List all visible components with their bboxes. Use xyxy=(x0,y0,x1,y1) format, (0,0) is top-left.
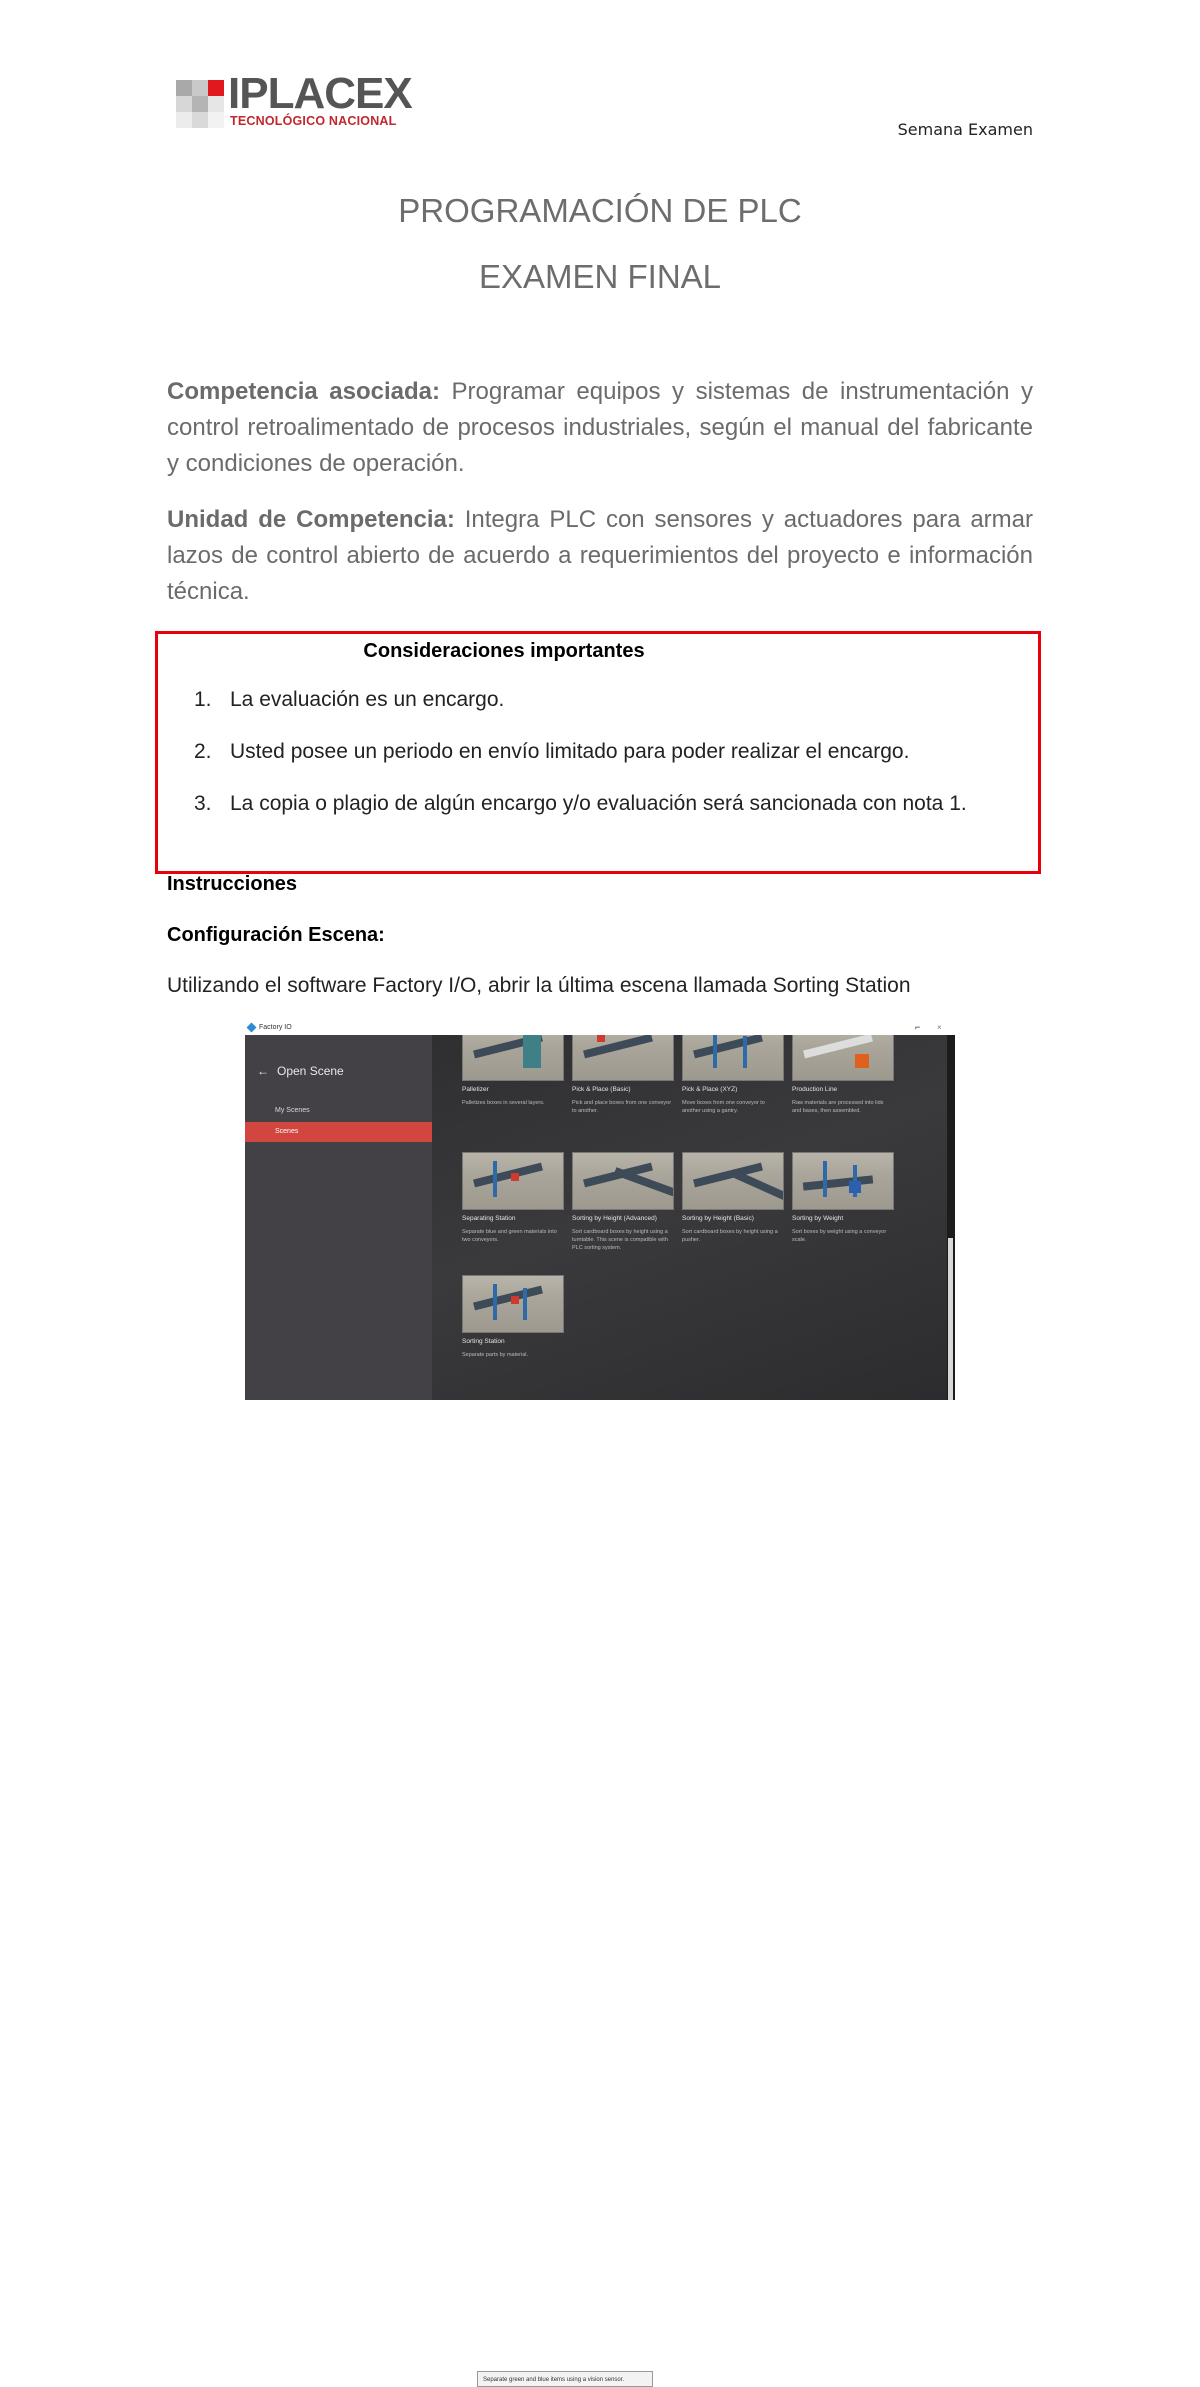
list-item xyxy=(188,686,1038,714)
sidebar-item-label: Scenes xyxy=(275,1128,299,1135)
scene-thumbnail xyxy=(792,1152,894,1210)
competencia-paragraph xyxy=(167,374,1033,482)
scene-desc: Move boxes from one conveyor to another using a gantry. xyxy=(682,1100,765,1114)
unidad-label: Unidad de Competencia: xyxy=(167,506,455,533)
scrollbar-thumb[interactable] xyxy=(948,1238,953,1400)
scene-thumbnail xyxy=(682,1152,784,1210)
list-item xyxy=(188,738,1038,766)
factory-io-icon xyxy=(247,1023,257,1033)
scene-title: Palletizer xyxy=(462,1086,489,1093)
iplacex-logo xyxy=(176,69,416,130)
scene-title: Production Line xyxy=(792,1086,838,1093)
scene-card-palletizer[interactable] xyxy=(462,1035,564,1107)
scene-title: Separating Station xyxy=(462,1215,516,1222)
scene-card-pick-place-basic[interactable] xyxy=(572,1035,674,1115)
scene-desc: Sort cardboard boxes by height using a pusher. xyxy=(682,1229,778,1243)
unidad-text: Integra PLC con sensores y actuadores para armar lazos de control abierto de acuerdo a requerimientos del proyecto e información técnica. xyxy=(167,506,1033,605)
list-number: 3. xyxy=(194,792,212,815)
scene-desc: Sort cardboard boxes by height using a turntable. This scene is compatible with PLC sorting system. xyxy=(572,1229,668,1251)
course-title: PROGRAMACIÓN DE PLC xyxy=(398,192,802,229)
competencia-text: Programar equipos y sistemas de instrumentación y control retroalimentado de procesos industriales, según el manual del fabricante y condiciones de operación. xyxy=(167,378,1033,477)
consideraciones-list xyxy=(188,686,1038,842)
app-sidebar xyxy=(245,1035,432,1400)
consideraciones-title: Consideraciones importantes xyxy=(363,640,645,662)
minimize-icon[interactable]: ⌐ xyxy=(915,1022,921,1032)
scene-thumbnail xyxy=(462,1035,564,1081)
factory-io-screenshot xyxy=(245,1022,955,2383)
scene-desc: Pick and place boxes from one conveyor to another. xyxy=(572,1100,672,1114)
list-text: La copia o plagio de algún encargo y/o evaluación será sancionada con nota 1. xyxy=(230,792,967,815)
consideraciones-box xyxy=(155,631,1041,874)
scene-desc: Separate blue and green materials into two conveyors. xyxy=(462,1229,557,1243)
scene-card-separating-station[interactable] xyxy=(462,1152,564,1244)
scene-title: Sorting Station xyxy=(462,1338,505,1345)
logo-wordmark: IPLACEX xyxy=(228,69,412,118)
scene-title: Pick & Place (Basic) xyxy=(572,1086,631,1093)
window-titlebar xyxy=(245,1022,955,1035)
list-item xyxy=(188,790,1038,818)
scene-thumbnail xyxy=(682,1035,784,1081)
scene-grid xyxy=(432,1035,947,1400)
scene-title: Sorting by Height (Basic) xyxy=(682,1215,754,1222)
scene-card-sorting-height-basic[interactable] xyxy=(682,1152,784,1244)
scene-desc: Separate parts by material. xyxy=(462,1352,529,1358)
exam-title: EXAMEN FINAL xyxy=(478,258,722,295)
instrucciones-text: Utilizando el software Factory I/O, abrir la última escena llamada Sorting Station xyxy=(167,974,911,997)
back-arrow-icon: ← xyxy=(257,1064,269,1078)
scene-tooltip: Separate green and blue items using a vision sensor. xyxy=(477,2371,653,2387)
back-button[interactable] xyxy=(257,1064,344,1078)
list-text: La evaluación es un encargo. xyxy=(230,688,505,711)
instrucciones-heading: Instrucciones xyxy=(167,873,298,895)
unidad-paragraph xyxy=(167,502,1033,610)
close-icon[interactable]: × xyxy=(937,1023,942,1032)
scene-card-sorting-station[interactable] xyxy=(462,1275,564,1359)
logo-subtitle: TECNOLÓGICO NACIONAL xyxy=(230,114,397,128)
scene-desc: Palletizes boxes in several layers. xyxy=(462,1100,545,1106)
scene-thumbnail xyxy=(462,1275,564,1333)
scene-title: Sorting by Height (Advanced) xyxy=(572,1215,657,1222)
window-title: Factory IO xyxy=(259,1024,292,1031)
scene-card-production-line[interactable] xyxy=(792,1035,894,1115)
scene-title: Sorting by Weight xyxy=(792,1215,844,1222)
scene-card-sorting-height-advanced[interactable] xyxy=(572,1152,674,1252)
sidebar-item-my-scenes[interactable]: My Scenes xyxy=(275,1107,310,1114)
sidebar-item-scenes[interactable] xyxy=(245,1122,432,1142)
scene-card-pick-place-xyz[interactable] xyxy=(682,1035,784,1115)
scene-thumbnail xyxy=(462,1152,564,1210)
week-label: Semana Examen xyxy=(897,120,1033,139)
scene-thumbnail xyxy=(572,1035,674,1081)
scene-title: Pick & Place (XYZ) xyxy=(682,1086,738,1093)
logo-mosaic-icon xyxy=(176,80,224,128)
competencia-label: Competencia asociada: xyxy=(167,378,440,405)
scene-desc: Sort boxes by weight using a conveyor scale. xyxy=(792,1229,887,1243)
configuracion-heading: Configuración Escena: xyxy=(167,924,385,946)
scene-desc: Raw materials are processed into lids and bases, then assembled. xyxy=(792,1100,884,1114)
list-number: 1. xyxy=(194,688,212,711)
scene-thumbnail xyxy=(572,1152,674,1210)
open-scene-label: Open Scene xyxy=(277,1064,344,1078)
list-number: 2. xyxy=(194,740,212,763)
scene-thumbnail xyxy=(792,1035,894,1081)
scene-card-sorting-weight[interactable] xyxy=(792,1152,894,1244)
list-text: Usted posee un periodo en envío limitado para poder realizar el encargo. xyxy=(230,740,910,763)
